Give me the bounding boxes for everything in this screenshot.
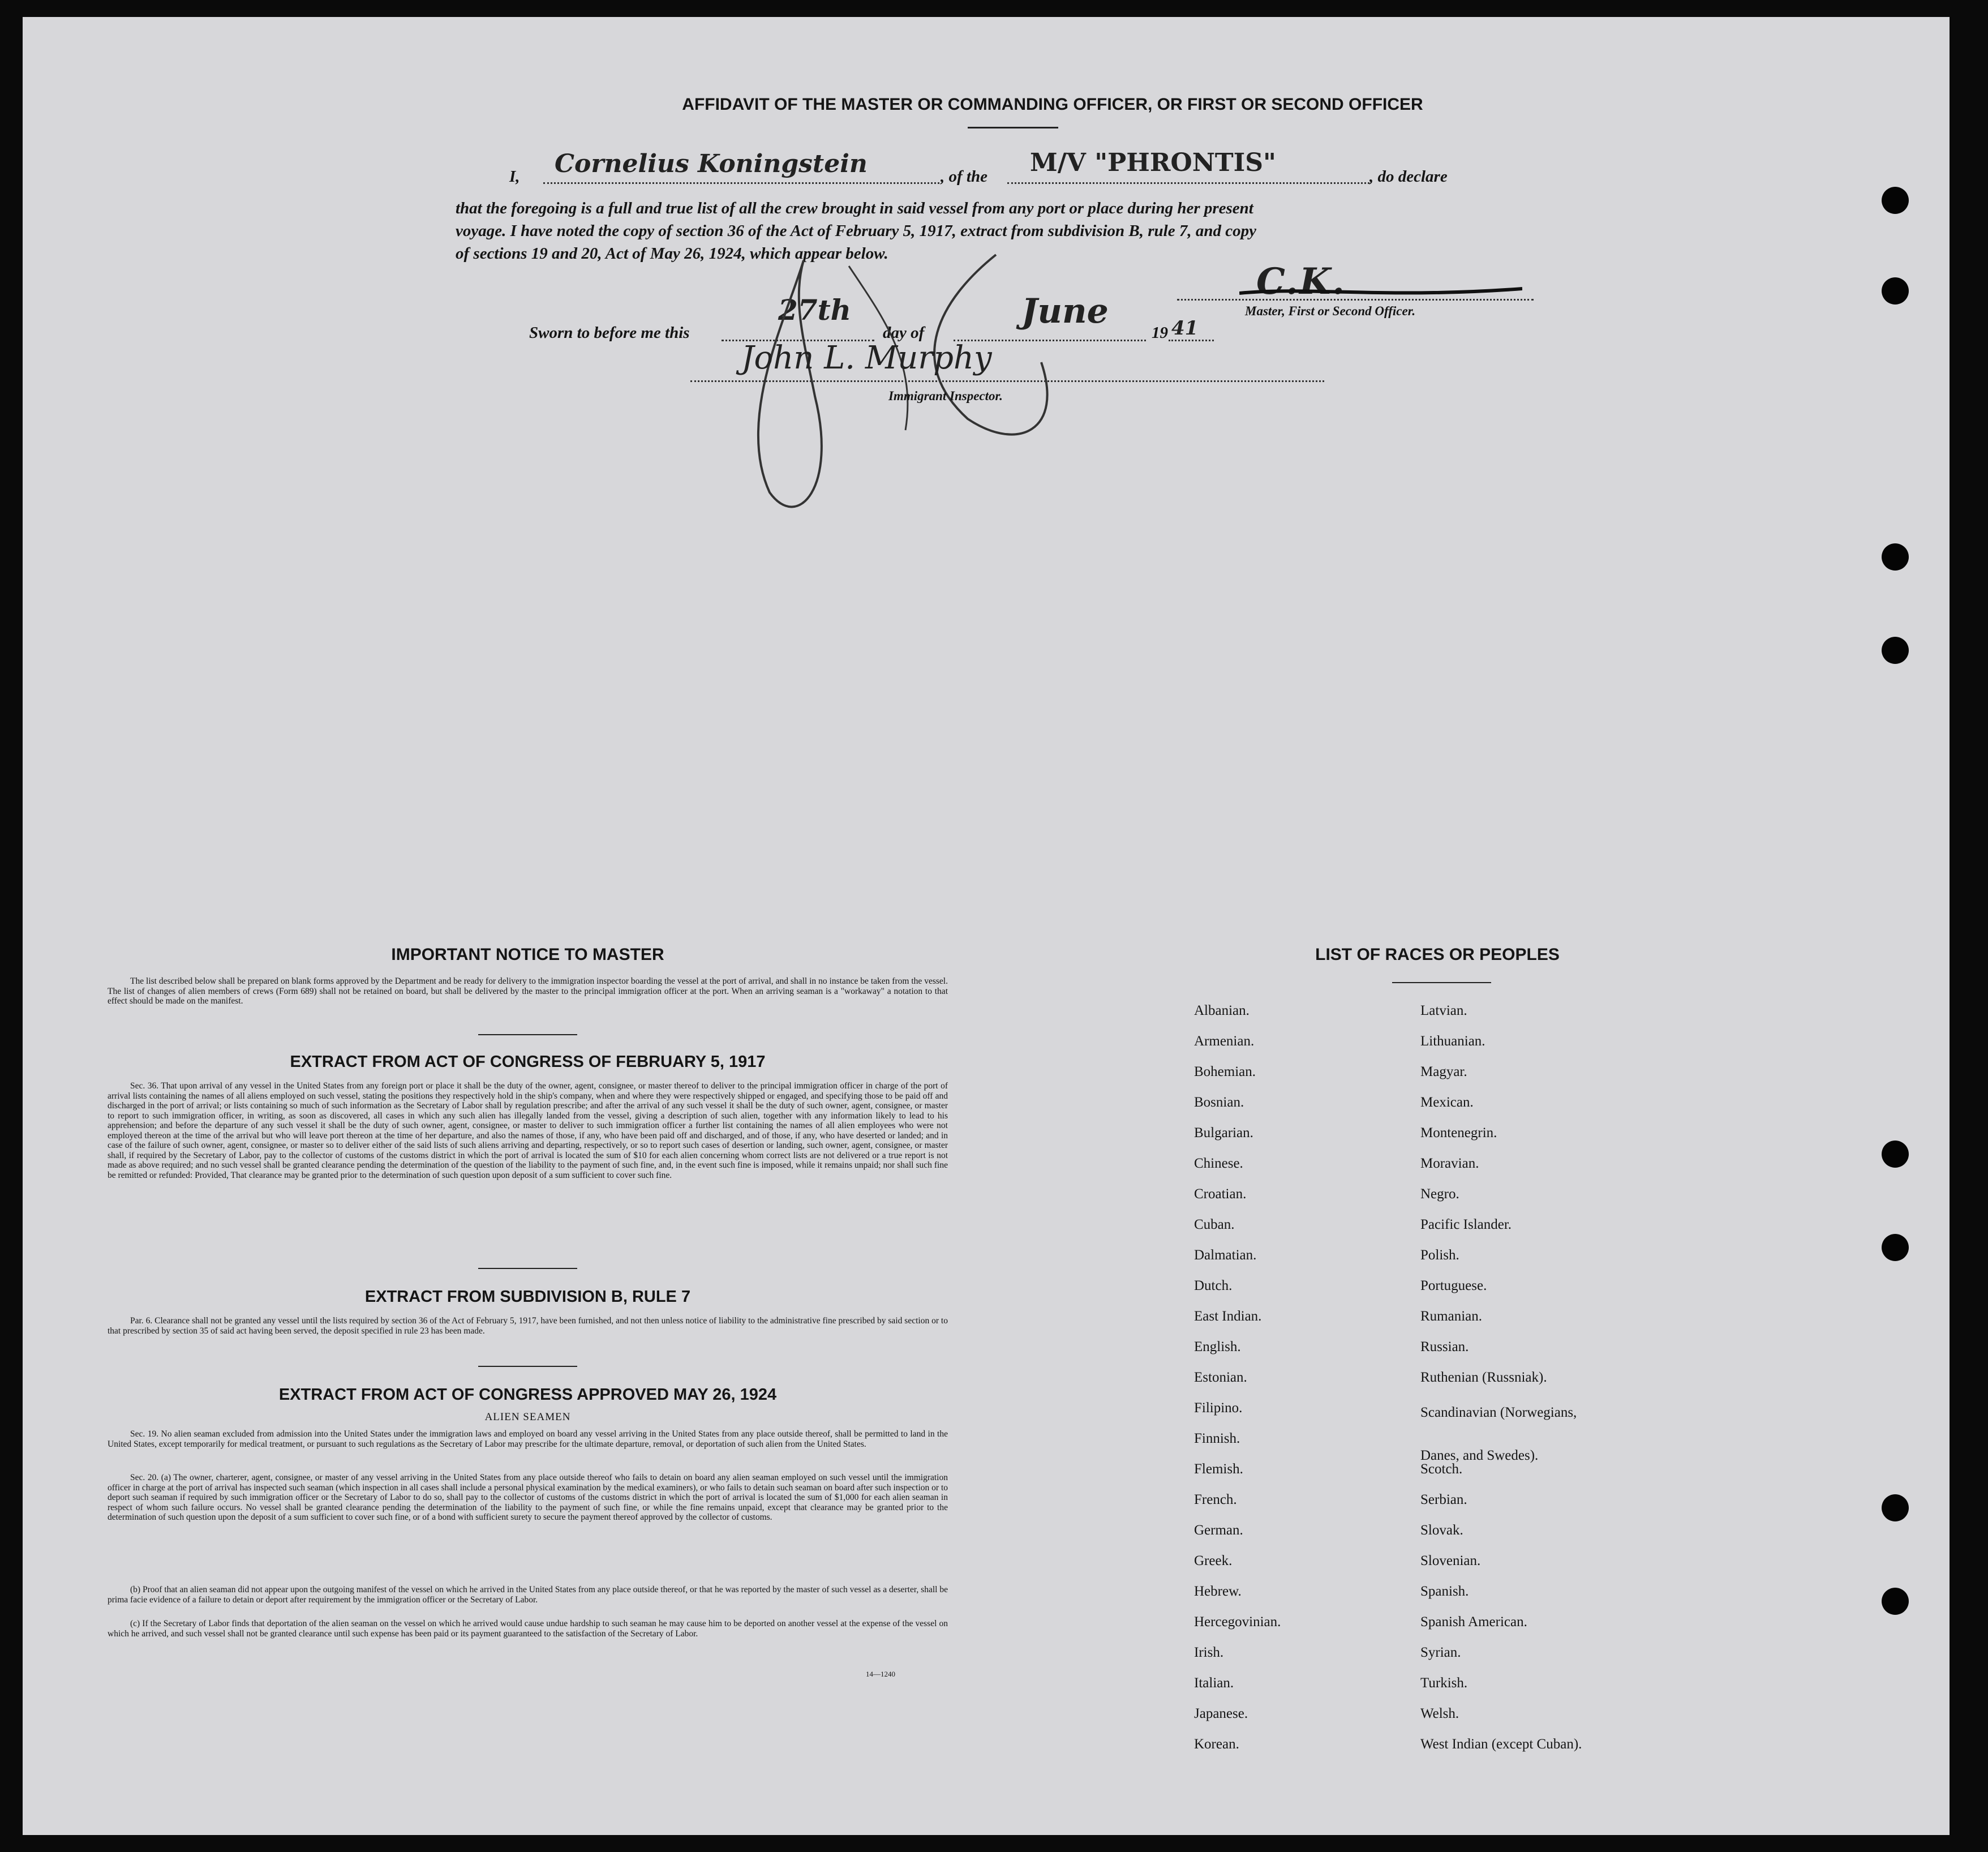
race-item: Irish. xyxy=(1194,1645,1224,1660)
extract-1924-subtitle: ALIEN SEAMEN xyxy=(484,1411,571,1423)
race-item: Slovenian. xyxy=(1420,1553,1481,1568)
divider xyxy=(478,1034,577,1035)
race-item: Greek. xyxy=(1194,1553,1233,1568)
inspector-caption: Immigrant Inspector. xyxy=(888,389,1003,403)
race-item: Albanian. xyxy=(1194,1003,1250,1018)
binder-hole xyxy=(1882,1588,1909,1615)
binder-hole xyxy=(1882,1234,1909,1261)
binder-hole xyxy=(1882,637,1909,664)
race-item: Scandinavian (Norwegians, xyxy=(1420,1405,1577,1420)
race-item: French. xyxy=(1194,1492,1237,1507)
race-item: Armenian. xyxy=(1194,1034,1255,1049)
race-item: West Indian (except Cuban). xyxy=(1420,1737,1582,1752)
race-item: Korean. xyxy=(1194,1737,1239,1752)
year-hand: 41 xyxy=(1171,317,1199,340)
binder-hole xyxy=(1882,277,1909,305)
race-item: Cuban. xyxy=(1194,1217,1235,1232)
year-prefix: 19 xyxy=(1152,324,1168,342)
rule7-title: EXTRACT FROM SUBDIVISION B, RULE 7 xyxy=(364,1288,691,1306)
races-title: LIST OF RACES OR PEOPLES xyxy=(1315,945,1560,964)
divider xyxy=(478,1366,577,1367)
race-item: Slovak. xyxy=(1420,1523,1463,1538)
affidavit-line-1 xyxy=(509,148,1551,190)
extract-1917-title: EXTRACT FROM ACT OF CONGRESS OF FEBRUARY 5, 1917 xyxy=(290,1053,766,1071)
race-item: Hebrew. xyxy=(1194,1584,1242,1599)
master-name: Cornelius Koningstein xyxy=(555,149,868,178)
race-item: Syrian. xyxy=(1420,1645,1461,1660)
race-item: Danes, and Swedes). xyxy=(1420,1448,1539,1463)
race-item: Magyar. xyxy=(1420,1064,1467,1079)
fill-line xyxy=(1169,340,1214,341)
par-b-body: (b) Proof that an alien seaman did not appear upon the outgoing manifest of the vessel on which he arrived in the United States from any place outside thereof, or that he was reported by the master of such vessel as a deserter, shall be prima facie evidence of a failure to detain or deport after requirement by the immigration officer or the Secretary of Labor. xyxy=(108,1585,948,1605)
title-underline xyxy=(968,127,1058,128)
document-page xyxy=(23,17,1950,1835)
race-item: Dutch. xyxy=(1194,1278,1233,1293)
race-item: Serbian. xyxy=(1420,1492,1467,1507)
race-item: Bohemian. xyxy=(1194,1064,1256,1079)
race-item: Japanese. xyxy=(1194,1706,1248,1721)
divider xyxy=(1392,982,1491,983)
race-item: Hercegovinian. xyxy=(1194,1614,1281,1630)
par-c-body: (c) If the Secretary of Labor finds that deportation of the alien seaman on the vessel on which he arrived would cause undue hardship to such seaman he may cause him to be deported on another vessel at the expense of the vessel on which he arrived, and such vessel shall not be granted clearance until such expense has been paid or its payment guaranteed to the satisfaction of the Secretary of Labor. xyxy=(108,1619,948,1639)
race-item: German. xyxy=(1194,1523,1243,1538)
race-item: Finnish. xyxy=(1194,1431,1240,1446)
rule7-body: Par. 6. Clearance shall not be granted any vessel until the lists required by section 36 of the Act of February 5, 1917, have been furnished, and not then unless notice of liability to the administrative fine prescribed by said section or to that prescribed by section 35 of said act having been served, the deposit specified in rule 23 has been made. xyxy=(108,1316,948,1336)
race-item: Moravian. xyxy=(1420,1156,1479,1171)
race-item: Pacific Islander. xyxy=(1420,1217,1512,1232)
race-item: Bulgarian. xyxy=(1194,1125,1253,1141)
binder-hole xyxy=(1882,1494,1909,1521)
extract-1924-title: EXTRACT FROM ACT OF CONGRESS APPROVED MAY 26, 1924 xyxy=(278,1386,777,1404)
master-caption: Master, First or Second Officer. xyxy=(1245,304,1416,318)
inspector-signature: John L. Murphy xyxy=(741,340,992,376)
race-item: Welsh. xyxy=(1420,1706,1459,1721)
race-item: Chinese. xyxy=(1194,1156,1243,1171)
sec-19-body: Sec. 19. No alien seaman excluded from admission into the United States under the immigration laws and employed on board any vessel arriving in the United States from any place outside thereof, shall be permitted to land in the United States, except temporarily for medical treatment, or pursuant to such regulations as the Secretary of Labor may prescribe for the ultimate departure, removal, or deportation of such alien from the United States. xyxy=(108,1429,948,1449)
affidavit-line-4: of sections 19 and 20, Act of May 26, 1924, which appear below. xyxy=(456,245,888,263)
race-item: Bosnian. xyxy=(1194,1095,1244,1110)
race-item: Mexican. xyxy=(1420,1095,1474,1110)
race-item: Spanish American. xyxy=(1420,1614,1527,1630)
vessel-name: M/V "PHRONTIS" xyxy=(1030,148,1276,177)
race-item: East Indian. xyxy=(1194,1309,1262,1324)
binder-hole xyxy=(1882,543,1909,571)
notice-title: IMPORTANT NOTICE TO MASTER xyxy=(391,945,664,964)
inspector-signature-line xyxy=(690,380,1324,382)
form-number: 14—1240 xyxy=(866,1670,895,1678)
sworn-month: June xyxy=(1021,291,1109,331)
binder-hole xyxy=(1882,1141,1909,1168)
fill-line xyxy=(543,182,939,184)
race-item: English. xyxy=(1194,1339,1241,1354)
race-item: Estonian. xyxy=(1194,1370,1247,1385)
extract-1917-body: Sec. 36. That upon arrival of any vessel in the United States from any foreign port or place it shall be the duty of the owner, agent, consignee, or master thereof to deliver to the principal immigration officer in charge of the port of arrival lists containing the names of all aliens employed on such vessel, stating the positions they respectively hold in the ship's company, when and where they were respectively shipped or engaged, and specifying those to be paid off and discharged in the port of arrival; or lists containing so much of such information as the Secretary of Labor shall by regulation prescribe; and after the arrival of any such vessel it shall be the duty of such owner, agent, consignee, or master to report to such immigration officer, in writing, as soon as discovered, all cases in which any such alien has illegally landed from the vessel, giving a description of such alien, together with any information likely to lead to his apprehension; and before the departure of any such vessel it shall be the duty of such owner, agent, consignee, or master to deliver to such immigration officer a further list containing the names of all alien employees who were not employed thereon at the time of the arrival but who will leave port thereon at the time of her departure, and also the names of those, if any, who have been paid off and discharged, and of those, if any, who have deserted or landed; and in case of the failure of such owner, agent, consignee, or master so to deliver either of the said lists of such aliens arriving and departing, respectively, or so to report such cases of desertion or landing, such owner, agent, consignee, or master shall, if required by the Secretary of Labor, pay to the collector of customs of the customs district in which the port of arrival is located the sum of $10 for each alien concerning whom correct lists are not delivered or a true report is not made as above required; and no such vessel shall be granted clearance pending the determination of the question of the liability to the payment of such fine, and, in the event such fine is imposed, while it remains unpaid; nor shall such fine be remitted or refunded: Provided, That clearance may be granted prior to the determination of such question upon deposit of a sum sufficient to cover such fine. xyxy=(108,1081,948,1180)
race-item: Montenegrin. xyxy=(1420,1125,1497,1141)
master-signature: C.K. xyxy=(1256,260,1346,303)
race-item: Latvian. xyxy=(1420,1003,1467,1018)
race-item: Turkish. xyxy=(1420,1675,1468,1691)
race-item: Russian. xyxy=(1420,1339,1469,1354)
race-item: Rumanian. xyxy=(1420,1309,1483,1324)
fill-line xyxy=(1007,182,1369,184)
affidavit-line-2: that the foregoing is a full and true list of all the crew brought in said vessel from any port or place during her present xyxy=(456,199,1253,217)
do-declare-text: , do declare xyxy=(1369,168,1448,186)
notice-body: The list described below shall be prepared on blank forms approved by the Department and be ready for delivery to the immigration inspector boarding the vessel at the port of arrival, and shall in no instance be taken from the vessel. The list of changes of alien members of crews (Form 689) shall not be retained on board, but shall be delivered by the master to the principal immigration officer at the port. When an arriving seaman is a "workaway" a notation to that effect should be made on the manifest. xyxy=(108,976,948,1006)
of-the-text: , of the xyxy=(941,168,987,186)
race-item: Negro. xyxy=(1420,1186,1459,1202)
race-item: Scotch. xyxy=(1420,1461,1463,1477)
sworn-day: 27th xyxy=(778,293,852,327)
sec-20-body: Sec. 20. (a) The owner, charterer, agent, consignee, or master of any vessel arriving in the United States from any place outside thereof who fails to detain on board any alien seaman employed on such vessel until the immigration officer in charge at the port of arrival has inspected such seaman (which inspection in all cases shall include a personal physical examination by the medical examiners), or who fails to detain such seaman on board after such inspection or to deport such seaman if required by such immigration officer or the Secretary of Labor to do so, shall pay to the collector of customs of the customs district in which the port of arrival is located the sum of $1,000 for each alien seaman in respect of whom such failure occurs. No vessel shall be granted clearance pending the determination of the liability to the payment of such fine, or while the fine remains unpaid, except that clearance may be granted prior to the determination of such question upon the deposit of a sum sufficient to cover such fine, or of a bond with sufficient surety to secure the payment thereof approved by the collector of customs. xyxy=(108,1473,948,1522)
affidavit-title: AFFIDAVIT OF THE MASTER OR COMMANDING OFFICER, OR FIRST OR SECOND OFFICER xyxy=(682,95,1423,114)
affidavit-line-3: voyage. I have noted the copy of section 36 of the Act of February 5, 1917, extract from subdivision B, rule 7, and copy xyxy=(456,222,1256,240)
race-item: Spanish. xyxy=(1420,1584,1469,1599)
race-item: Croatian. xyxy=(1194,1186,1247,1202)
race-item: Flemish. xyxy=(1194,1461,1243,1477)
race-item: Italian. xyxy=(1194,1675,1234,1691)
master-signature-flourish xyxy=(1239,283,1522,300)
race-item: Portuguese. xyxy=(1420,1278,1487,1293)
race-item: Lithuanian. xyxy=(1420,1034,1485,1049)
race-item: Dalmatian. xyxy=(1194,1247,1257,1263)
day-of-text: day of xyxy=(883,324,925,342)
prefix-i: I, xyxy=(509,168,520,186)
race-item: Ruthenian (Russniak). xyxy=(1420,1370,1547,1385)
sworn-prefix: Sworn to before me this xyxy=(529,324,690,342)
race-item: Polish. xyxy=(1420,1247,1459,1263)
binder-hole xyxy=(1882,187,1909,214)
divider xyxy=(478,1268,577,1269)
race-item: Filipino. xyxy=(1194,1400,1243,1416)
